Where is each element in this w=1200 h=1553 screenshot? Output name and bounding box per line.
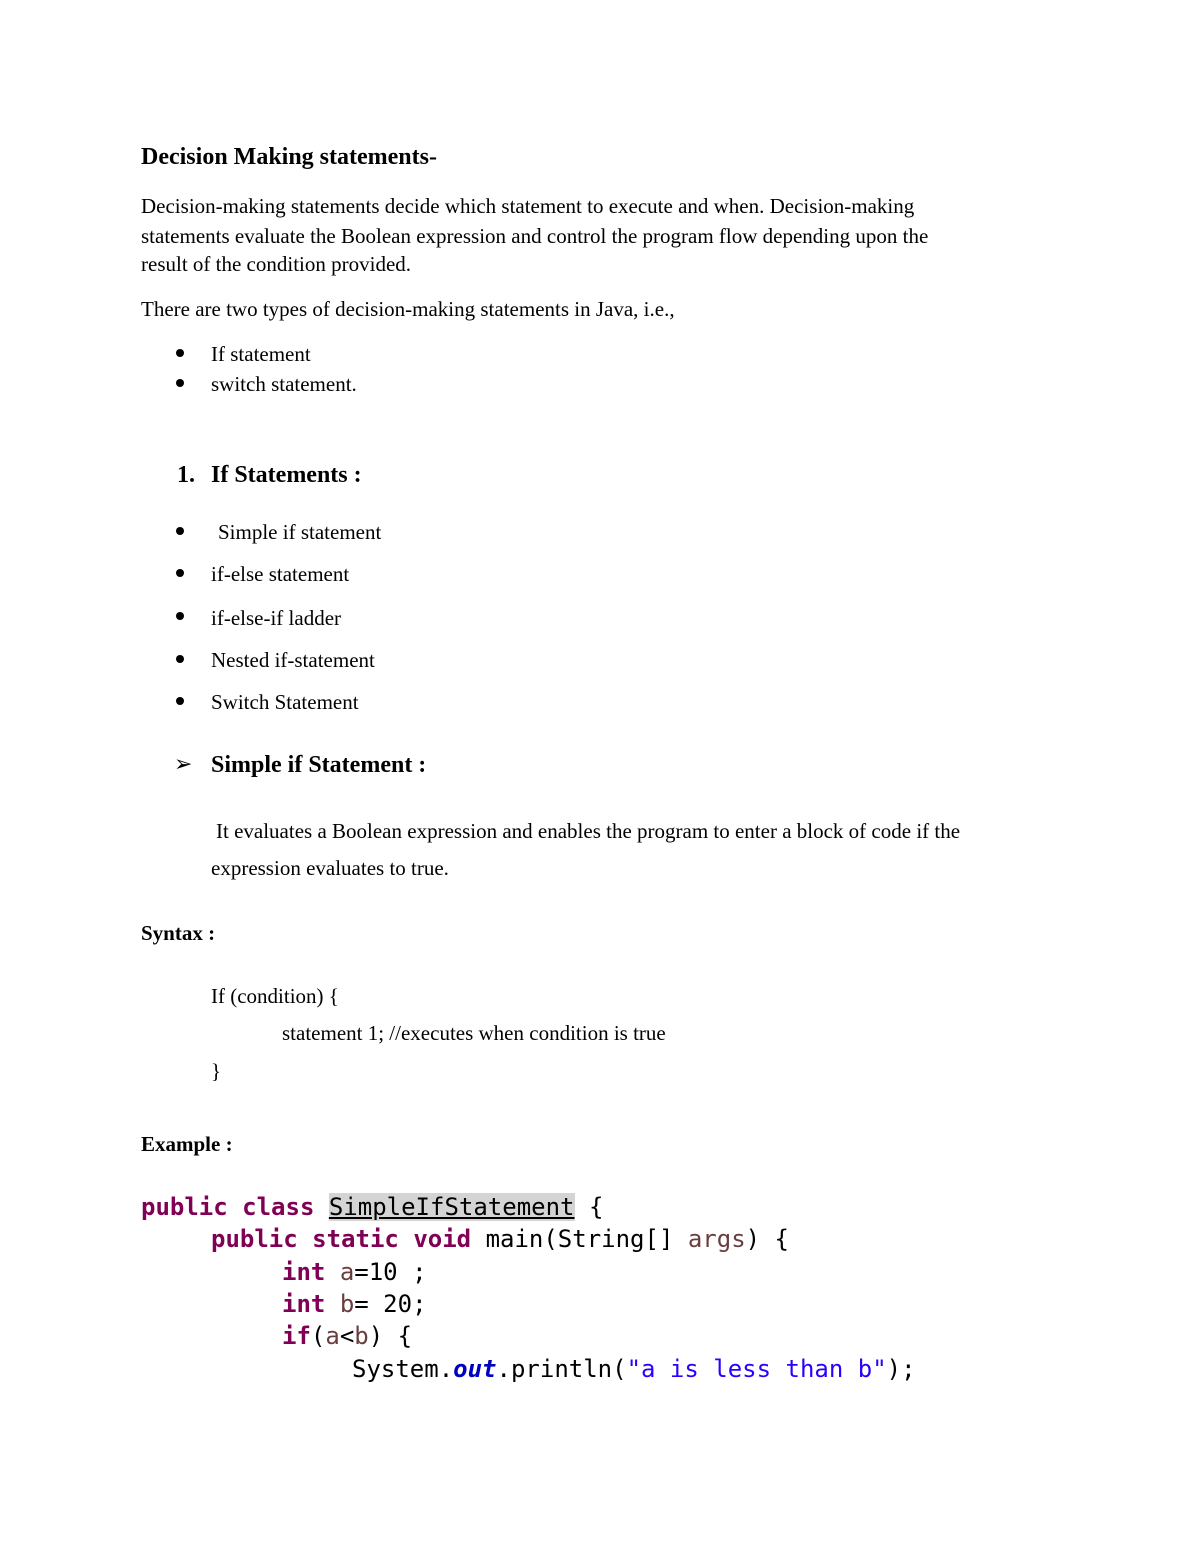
code-line-5 [282, 1322, 412, 1350]
code-statement-end: ); [886, 1355, 916, 1383]
code-line-4 [282, 1290, 427, 1318]
code-operator: < [339, 1322, 355, 1350]
section-title: If Statements : [211, 462, 362, 488]
bullet-icon [176, 527, 184, 535]
code-line-6 [352, 1355, 916, 1383]
list-item: if-else statement [211, 562, 350, 586]
list-item: Simple if statement [218, 520, 382, 544]
code-assign-a: =10 ; [354, 1258, 427, 1286]
bullet-icon [176, 569, 184, 577]
code-keyword: if [282, 1322, 311, 1350]
code-system: System. [352, 1355, 454, 1383]
list-item: if-else-if ladder [211, 606, 342, 630]
code-brace: { [588, 1193, 604, 1221]
simple-if-title: Simple if Statement : [211, 752, 427, 778]
code-paren: ) { [368, 1322, 413, 1350]
syntax-line-3: } [211, 1059, 222, 1083]
code-string: "a is less than b" [626, 1355, 887, 1383]
code-keyword: void [413, 1225, 472, 1253]
code-var-a: a [325, 1322, 340, 1350]
code-main-signature: main(String[] [485, 1225, 674, 1253]
code-keyword: int [282, 1258, 326, 1286]
syntax-line-1: If (condition) { [211, 984, 339, 1008]
example-label: Example : [141, 1132, 233, 1156]
list-item: Nested if-statement [211, 648, 375, 672]
code-line-2 [211, 1225, 789, 1253]
intro-line-2: statements evaluate the Boolean expression and control the program flow depending upon the [141, 224, 929, 248]
section-number: 1. [177, 462, 195, 488]
bullet-icon [176, 612, 184, 620]
code-keyword: int [282, 1290, 326, 1318]
intro-line-1: Decision-making statements decide which statement to execute and when. Decision-making [141, 194, 915, 218]
code-line-3 [282, 1258, 427, 1286]
code-var-b: b [339, 1290, 355, 1318]
list-item: If statement [211, 342, 311, 366]
code-assign-b: = 20; [354, 1290, 427, 1318]
bullet-icon [176, 697, 184, 705]
code-var-b: b [354, 1322, 369, 1350]
bullet-icon [176, 349, 184, 357]
code-keyword: class [242, 1193, 315, 1221]
code-class-name: SimpleIfStatement [328, 1193, 575, 1221]
code-line-1 [141, 1193, 603, 1221]
code-args: args [687, 1225, 746, 1253]
syntax-line-2: statement 1; //executes when condition is true [282, 1021, 666, 1045]
arrow-bullet-icon: ➢ [174, 752, 193, 777]
code-keyword: public [141, 1193, 228, 1221]
simple-if-desc-line-2: expression evaluates to true. [211, 856, 449, 880]
code-println: .println( [496, 1355, 627, 1383]
intro-line-3: result of the condition provided. [141, 252, 412, 276]
page-title: Decision Making statements- [141, 144, 437, 170]
syntax-label: Syntax : [141, 921, 216, 945]
types-sentence: There are two types of decision-making statements in Java, i.e., [141, 297, 675, 321]
code-out-field: out [453, 1355, 497, 1383]
code-keyword: static [312, 1225, 399, 1253]
bullet-icon [176, 655, 184, 663]
simple-if-desc-line-1: It evaluates a Boolean expression and enables the program to enter a block of code if the [216, 819, 961, 843]
bullet-icon [176, 379, 184, 387]
list-item: Switch Statement [211, 690, 359, 714]
code-var-a: a [339, 1258, 355, 1286]
code-main-end: ) { [745, 1225, 790, 1253]
code-paren: ( [310, 1322, 326, 1350]
list-item: switch statement. [211, 372, 357, 396]
code-keyword: public [211, 1225, 298, 1253]
